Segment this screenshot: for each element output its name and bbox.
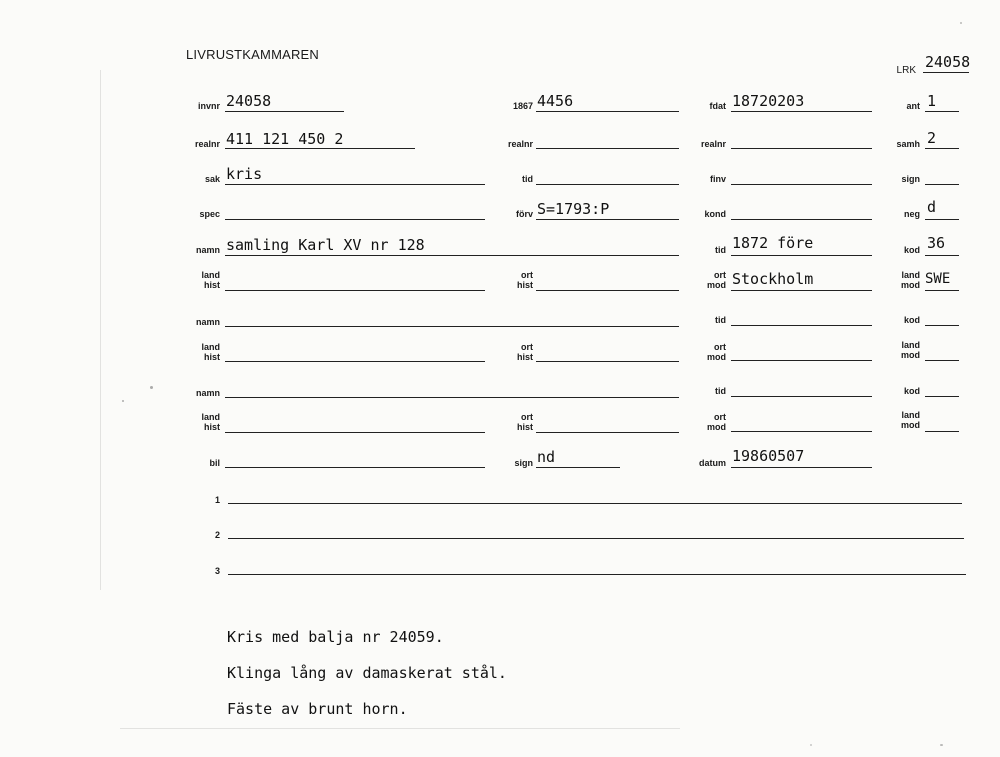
kod-value: 36 (927, 234, 946, 252)
tid-line-2 (731, 255, 872, 256)
land-label-5: land (201, 412, 220, 422)
org-title: LIVRUSTKAMMAREN (186, 47, 320, 62)
ant-label: ant (906, 101, 920, 111)
lrk-value: 24058 (925, 53, 971, 71)
land-mod-line-2 (925, 360, 959, 361)
spec-label: spec (199, 209, 220, 219)
note-line-3: Fäste av brunt horn. (227, 700, 408, 718)
tid-line-3 (731, 325, 872, 326)
samh-value: 2 (927, 129, 937, 147)
numbered-line-2 (228, 538, 964, 539)
ort-mod-line-1 (731, 290, 872, 291)
kod-label-2: kod (903, 315, 920, 325)
realnr-line-3 (731, 148, 872, 149)
hist-label-5: hist (203, 422, 220, 432)
numbered-line-1 (228, 503, 962, 504)
land-hist-line-1 (225, 290, 485, 291)
land-hist-line-3 (225, 432, 485, 433)
forv-line (536, 219, 679, 220)
tid-label-3: tid (715, 315, 726, 325)
mod-label-6: mod (901, 420, 920, 430)
note-line-2: Klinga lång av damaskerat stål. (227, 664, 507, 682)
forv-value: S=1793:P (537, 200, 610, 218)
ant-line (925, 111, 959, 112)
kond-line (731, 219, 872, 220)
ort-hist-line-1 (536, 290, 679, 291)
y1867-value: 4456 (537, 92, 574, 110)
tid-label-1: tid (522, 174, 533, 184)
numbered-line-3 (228, 574, 966, 575)
lrk-line (923, 72, 969, 73)
kod-line-2 (925, 325, 959, 326)
finv-line (731, 184, 872, 185)
y1867-label: 1867 (512, 101, 533, 111)
finv-label: finv (709, 174, 726, 184)
namn-line-3 (225, 397, 679, 398)
neg-line (925, 219, 959, 220)
sign-line-2 (536, 467, 620, 468)
realnr-label-3: realnr (700, 139, 726, 149)
samh-label: samh (896, 139, 920, 149)
ant-value: 1 (927, 92, 937, 110)
sign-label-1: sign (901, 174, 920, 184)
bottom-edge-mark (120, 728, 680, 729)
realnr-line-1 (225, 148, 415, 149)
speck (150, 386, 153, 389)
samh-line (925, 148, 959, 149)
bil-label: bil (209, 458, 220, 468)
spec-line (225, 219, 485, 220)
line-number-2: 2 (214, 530, 220, 540)
tid-label-4: tid (715, 386, 726, 396)
ort-mod-line-2 (731, 360, 872, 361)
note-line-1: Kris med balja nr 24059. (227, 628, 444, 646)
fdat-value: 18720203 (732, 92, 805, 110)
neg-label: neg (903, 209, 920, 219)
ort-hist-line-3 (536, 432, 679, 433)
neg-value: d (927, 198, 937, 216)
ort-label-4: ort (714, 342, 726, 352)
namn-line-1 (225, 255, 679, 256)
forv-label: förv (515, 209, 533, 219)
line-number-3: 3 (214, 566, 220, 576)
mod-label-4: mod (901, 350, 920, 360)
kod-line-3 (925, 396, 959, 397)
hist-label-6: hist (516, 422, 533, 432)
ort-label-5: ort (521, 412, 533, 422)
tid-line-4 (731, 396, 872, 397)
line-number-1: 1 (214, 495, 220, 505)
land-mod-line-3 (925, 431, 959, 432)
land-mod-value: SWE (925, 271, 951, 287)
fdat-label: fdat (709, 101, 726, 111)
mod-label-1: mod (707, 280, 726, 290)
lrk-label: LRK (896, 65, 916, 76)
fdat-line (731, 111, 872, 112)
namn-label-1: namn (195, 245, 220, 255)
namn-label-2: namn (195, 317, 220, 327)
land-mod-line-1 (925, 290, 959, 291)
speck (810, 744, 812, 746)
datum-value: 19860507 (732, 447, 805, 465)
namn-line-2 (225, 326, 679, 327)
land-label-1: land (201, 270, 220, 280)
land-label-6: land (901, 410, 920, 420)
sak-label: sak (204, 174, 220, 184)
realnr-label-2: realnr (507, 139, 533, 149)
invnr-line (225, 111, 344, 112)
land-hist-line-2 (225, 361, 485, 362)
namn-value: samling Karl XV nr 128 (226, 236, 425, 254)
kod-label-3: kod (903, 386, 920, 396)
ort-label-3: ort (521, 342, 533, 352)
realnr-line-2 (536, 148, 679, 149)
ort-label-1: ort (521, 270, 533, 280)
speck (122, 400, 124, 402)
ort-mod-value: Stockholm (732, 270, 814, 288)
sign-value: nd (537, 448, 556, 466)
sak-line (225, 184, 485, 185)
ort-hist-line-2 (536, 361, 679, 362)
kond-label: kond (704, 209, 726, 219)
mod-label-2: mod (901, 280, 920, 290)
invnr-value: 24058 (226, 92, 272, 110)
realnr-label-1: realnr (194, 139, 220, 149)
invnr-label: invnr (197, 101, 220, 111)
sign-line-1 (925, 184, 959, 185)
realnr-value-1: 411 121 450 2 (226, 130, 344, 148)
mod-label-3: mod (707, 352, 726, 362)
tid-line-1 (536, 184, 679, 185)
datum-label: datum (699, 458, 726, 468)
ort-mod-line-3 (731, 431, 872, 432)
mod-label-5: mod (707, 422, 726, 432)
ort-label-6: ort (714, 412, 726, 422)
namn-label-3: namn (195, 388, 220, 398)
bil-line (225, 467, 485, 468)
speck (960, 22, 962, 24)
hist-label-4: hist (516, 352, 533, 362)
tid-value: 1872 före (732, 234, 814, 252)
kod-label-1: kod (903, 245, 920, 255)
hist-label-2: hist (516, 280, 533, 290)
hist-label-3: hist (203, 352, 220, 362)
datum-line (731, 467, 872, 468)
land-label-2: land (901, 270, 920, 280)
left-edge-mark (100, 70, 101, 590)
y1867-line (536, 111, 679, 112)
kod-line-1 (925, 255, 959, 256)
sak-value: kris (226, 165, 263, 183)
land-label-3: land (201, 342, 220, 352)
land-label-4: land (901, 340, 920, 350)
hist-label-1: hist (203, 280, 220, 290)
speck (940, 744, 943, 746)
ort-label-2: ort (714, 270, 726, 280)
sign-label-2: sign (514, 458, 533, 468)
tid-label-2: tid (715, 245, 726, 255)
